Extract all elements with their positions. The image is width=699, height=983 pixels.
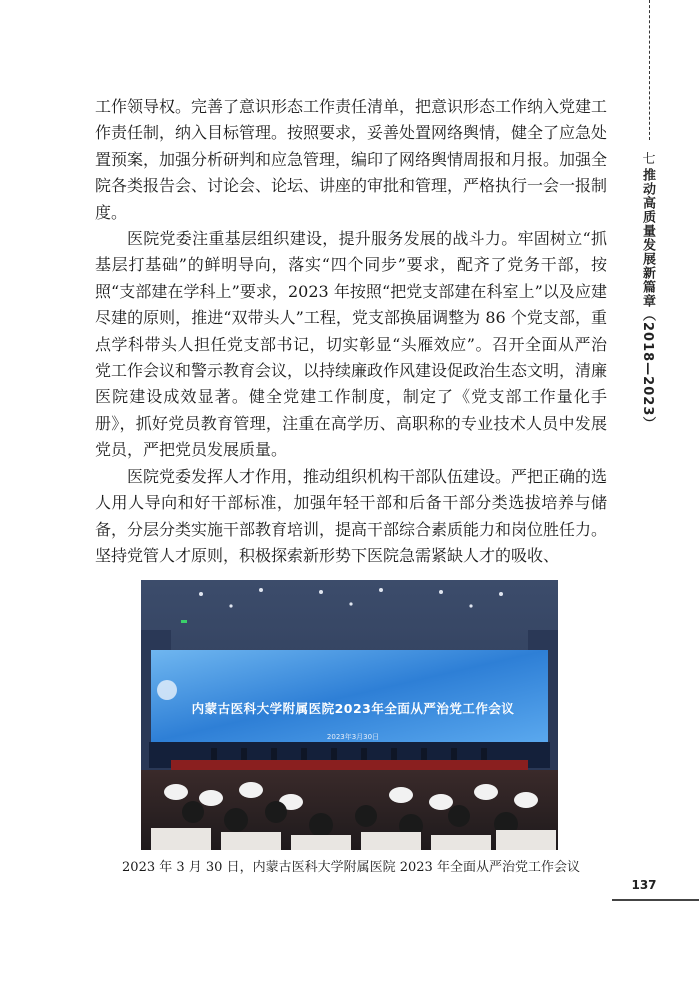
paragraph-1: 工作领导权。完善了意识形态工作责任清单，把意识形态工作纳入党建工作责任制，纳入目标管理。按照要求，妥善处置网络舆情，健全了应急处置预案，加强分析研判和应急管理，编印了网络舆情周报和月报。加强全院各类报告会、讨论会、论坛、讲座的审批和管理，严格执行一会一报制度。 [95,97,608,222]
paragraph-2: 医院党委注重基层组织建设，提升服务发展的战斗力。牢固树立“抓基层打基础”的鲜明导向，落实“四个同步”要求，配齐了党务干部，按照“支部建在学科上”要求，2023 年按照“把党支部建在科室上”以及应建尽建的原则，推进“双带头人”工程，党支部换届调整为 86 个党支部，重点学科带头人担任党支部书记，切实彰显“头雁效应”。召开全面从严治党工作会议和警示教育会议，以持续廉政作风建设促政治生态文明，清廉医院建设成效显著。健全党建工作制度，制定了《党支部工作量化手册》，抓好党员教育管理，注重在高学历、高职称的专业技术人员中发展党员，严把党员发展质量。 [95,229,608,460]
photo-caption: 2023 年 3 月 30 日，内蒙古医科大学附属医院 2023 年全面从严治党工作会议 [122,860,580,875]
page-number-rule [612,899,699,901]
banner-title: 内蒙古医科大学附属医院2023年全面从严治党工作会议 [191,701,515,716]
side-tab [625,0,699,400]
chapter-number: 七 [642,152,656,167]
page-number: 137 [631,878,657,892]
side-dashed-rule [649,0,651,140]
body-text [95,94,607,569]
banner-date: 2023年3月30日 [326,733,380,741]
paragraph-3: 医院党委发挥人才作用，推动组织机构干部队伍建设。严把正确的选人用人导向和好干部标准，加强年轻干部和后备干部分类选拔培养与储备，分层分类实施干部教育培训，提高干部综合素质能力和岗位胜任力。坚持党管人才原则，积极探索新形势下医院急需紧缺人才的吸收、 [95,466,608,565]
chapter-title: 推动高质量发展新篇章（2018—2023） [640,168,655,431]
